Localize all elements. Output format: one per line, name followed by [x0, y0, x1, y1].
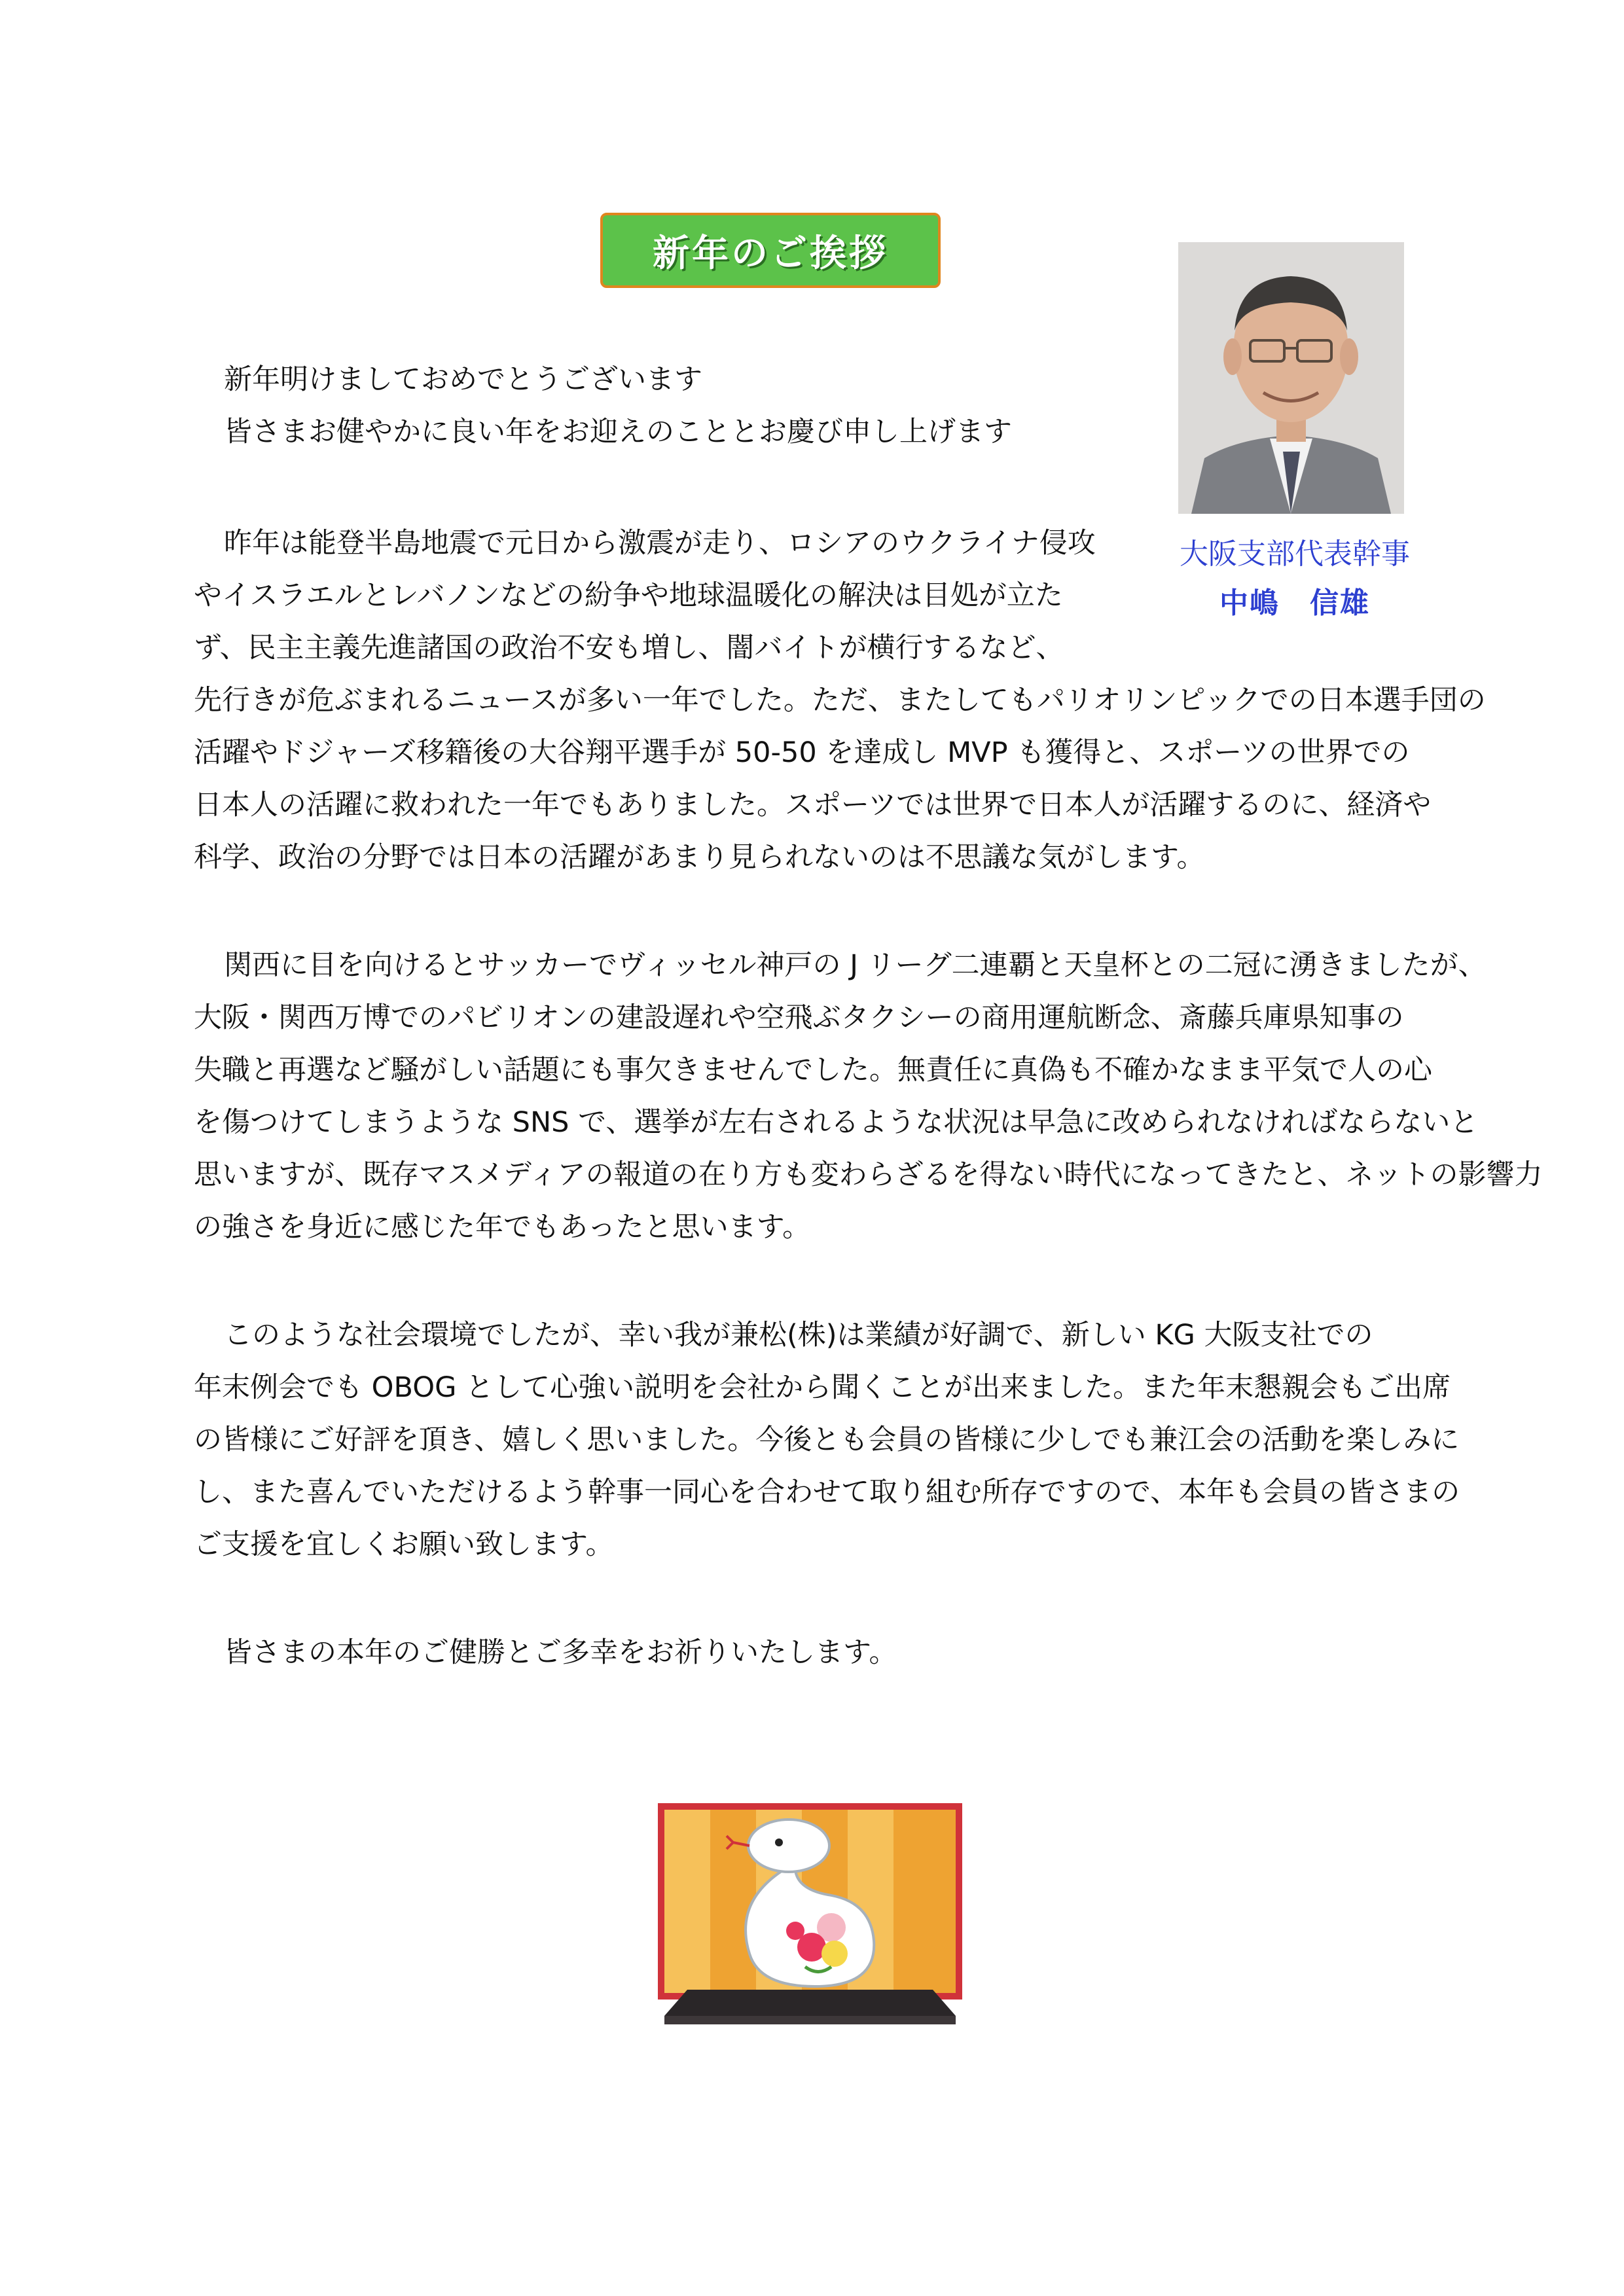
body-line: このような社会環境でしたが、幸い我が兼松(株)は業績が好調で、新しい KG 大阪支社での — [224, 1319, 1373, 1352]
body-line: 日本人の活躍に救われた一年でもありました。スポーツでは世界で日本人が活躍するのに、経済や — [194, 789, 1432, 821]
body-line: 関西に目を向けるとサッカーでヴィッセル神戸の J リーグ二連覇と天皇杯との二冠に湧きましたが、 — [224, 949, 1487, 982]
author-role: 大阪支部代表幹事 — [1180, 537, 1410, 571]
greeting-line: 新年明けましておめでとうございます — [224, 363, 702, 396]
author-name: 中嶋 信雄 — [1219, 586, 1370, 620]
body-line: やイスラエルとレバノンなどの紛争や地球温暖化の解決は目処が立た — [194, 579, 1063, 612]
body-line: し、また喜んでいただけるよう幹事一同心を合わせて取り組む所存ですので、本年も会員の皆さまの — [194, 1476, 1460, 1509]
body-line: 大阪・関西万博でのパビリオンの建設遅れや空飛ぶタクシーの商用運航断念、斎藤兵庫県知事の — [194, 1001, 1404, 1034]
body-line: 年末例会でも OBOG として心強い説明を会社から聞くことが出来ました。また年末懇親会もご出席 — [194, 1371, 1451, 1404]
body-line: 活躍やドジャーズ移籍後の大谷翔平選手が 50-50 を達成し MVP も獲得と、スポーツの世界での — [194, 736, 1410, 769]
page-title: 新年のご挨拶 — [653, 232, 888, 275]
title-badge — [600, 213, 941, 288]
body-line: 思いますが、既存マスメディアの報道の在り方も変わらざるを得ない時代になってきたと、ネットの影響力 — [194, 1158, 1543, 1191]
body-line: 先行きが危ぶまれるニュースが多い一年でした。ただ、またしてもパリオリンピックでの日本選手団の — [194, 684, 1486, 717]
body-line: ご支援を宜しくお願い致します。 — [194, 1528, 614, 1561]
body-line: を傷つけてしまうような SNS で、選挙が左右されるような状況は早急に改められなければならないと — [194, 1106, 1479, 1139]
body-line: の皆様にご好評を頂き、嬉しく思いました。今後とも会員の皆様に少しでも兼江会の活動を楽しみに — [194, 1424, 1460, 1456]
body-line: 科学、政治の分野では日本の活躍があまり見られないのは不思議な気がします。 — [194, 841, 1205, 874]
snake-illustration — [655, 1790, 965, 2026]
closing-line: 皆さまの本年のご健勝とご多幸をお祈りいたします。 — [224, 1636, 897, 1669]
portrait-image — [1178, 242, 1404, 514]
body-line: ず、民主主義先進諸国の政治不安も増し、闇バイトが横行するなど、 — [194, 632, 1064, 664]
author-photo — [1178, 242, 1404, 514]
greeting-line: 皆さまお健やかに良い年をお迎えのこととお慶び申し上げます — [224, 416, 1012, 448]
snake-screen-icon — [655, 1790, 965, 2026]
body-line: の強さを身近に感じた年でもあったと思います。 — [194, 1211, 811, 1244]
body-line: 失職と再選など騒がしい話題にも事欠きませんでした。無責任に真偽も不確かなまま平気で人の心 — [194, 1054, 1432, 1086]
body-line: 昨年は能登半島地震で元日から激震が走り、ロシアのウクライナ侵攻 — [224, 527, 1096, 560]
